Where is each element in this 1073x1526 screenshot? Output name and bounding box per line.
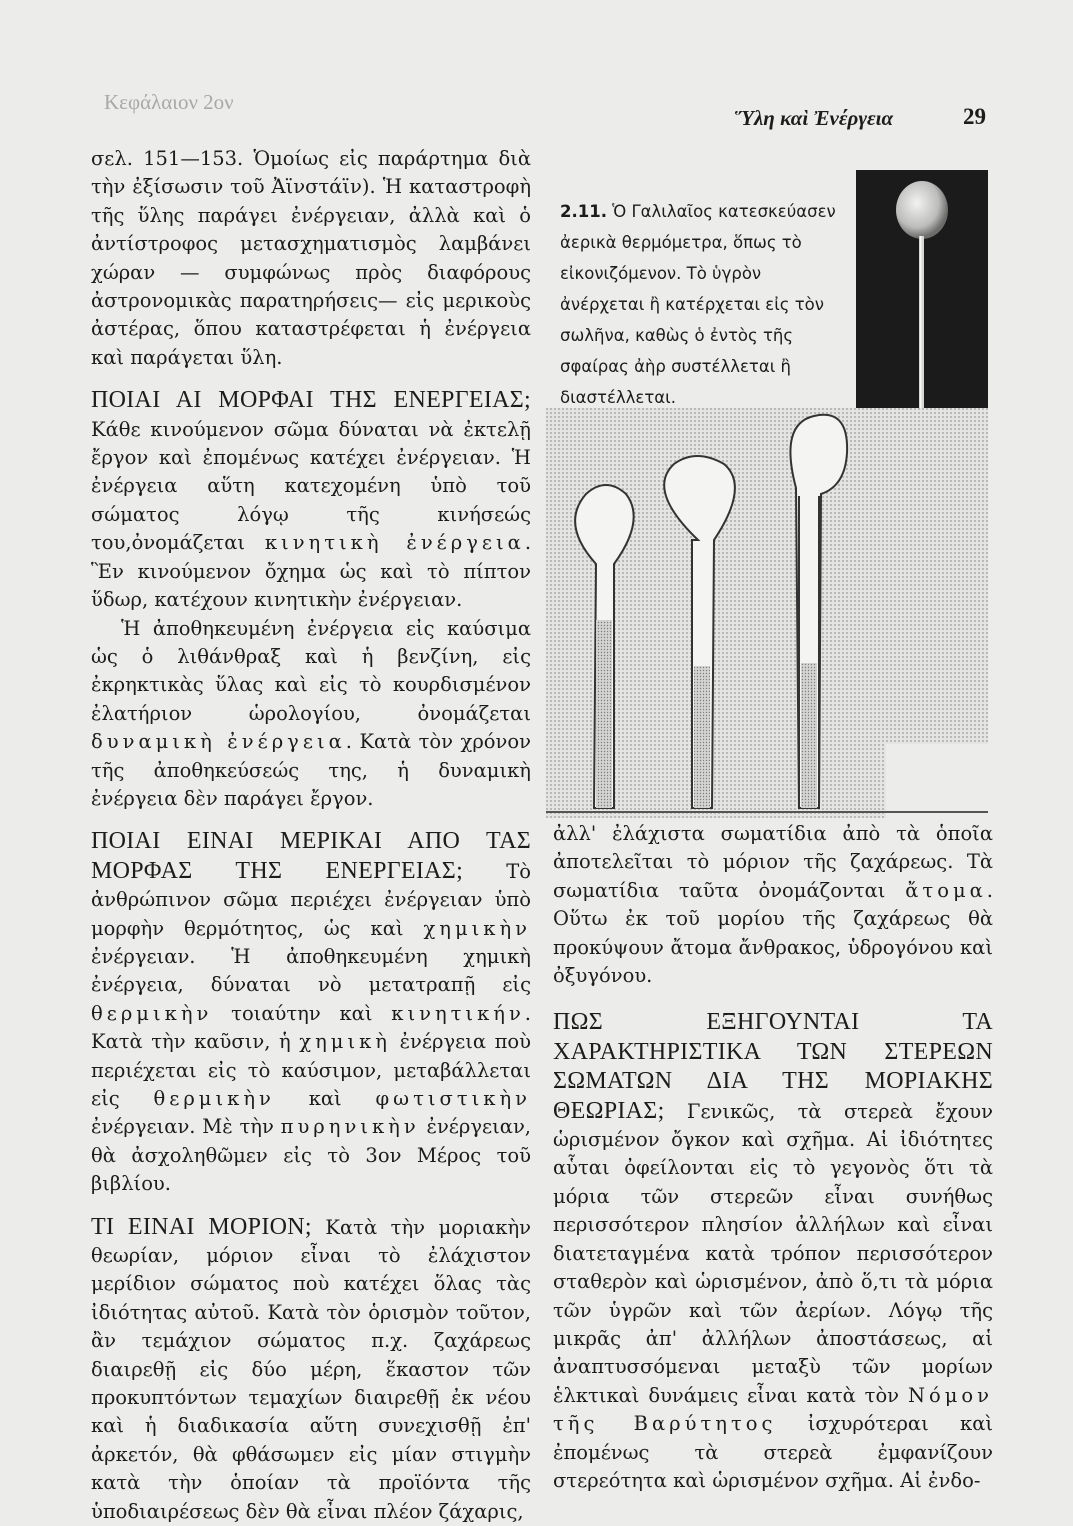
page-number: 29 [963, 104, 986, 129]
section-some-forms [91, 827, 531, 1198]
emphasized-term: χημικὴν [423, 916, 531, 940]
emphasized-term: φωτιστικὴν [375, 1087, 531, 1110]
body-text: ἐνέργειαν, θὰ ἀσχοληθῶμεν εἰς τὸ 3ον Μέρος τοῦ βιβλίου. [91, 1115, 531, 1196]
emphasized-term: πυρηνικὴν [280, 1115, 420, 1139]
body-text: τοιαύτην καὶ [231, 1001, 373, 1025]
section-heading: ΤΙ ΕΙΝΑΙ ΜΟΡΙΟΝ; [91, 1213, 312, 1240]
paragraph-potential-energy [91, 615, 531, 814]
emphasized-term: δυναμικὴ ἐνέργεια [91, 730, 346, 754]
thermometers-drawing-graphic [546, 408, 988, 818]
body-text: Κατὰ τὴν μοριακὴν θεωρίαν, μόριον εἶναι τὸ ἐλάχιστον μερίδιον σώματος ποὺ κατέχει ὅλας τὰς ἰδιότητας αὐτοῦ. Κατὰ τὸν ὁρισμὸν τοῦτον, ἂν τεμάχιον σώματος π.χ. ζαχάρεως διαιρεθῇ εἰς δύο μέρη, ἕκαστον τῶν προκυπτόντων τεμαχίων διαιρεθῇ ἐκ νέου καὶ ἡ διαδικασία αὕτη συνεχισθῇ ἐπ' ἀρκετόν, θὰ φθάσωμεν εἰς μίαν στιγμὴν κατὰ τὴν ὁποίαν τὰ προϊόντα τῆς ὑποδιαιρέσεως δὲν θὰ εἶναι πλέον ζάχαρις, [91, 1215, 531, 1523]
body-text: ἐνέργειαν. Μὲ τὴν [91, 1115, 274, 1139]
body-text: . Κατὰ τὴν καῦσιν, ἡ [91, 1001, 531, 1054]
emphasized-term: θερμικὴν [91, 1001, 213, 1025]
body-text: ἀλλ' ἐλάχιστα σωματίδια ἀπὸ τὰ ὁποῖα ἀποτελεῖται τὸ μόριον τῆς ζαχάρεως. Τὰ σωματίδια ταῦτα ὀνομάζονται [553, 822, 993, 902]
paragraph-intro: σελ. 151—153. Ὁμοίως εἰς παράρτημα διὰ τὴν ἐξίσωσιν τοῦ Ἀϊνστάϊν). Ἡ καταστροφὴ τῆς ὕλης παράγει ἐνέργειαν, ἀλλὰ καὶ ὁ ἀντίστροφος μετασχηματισμὸς λαμβάνει χώραν — συμφώνως πρὸς διαφόρους ἀστρονομικὰς παρατηρήσεις— εἰς μερικοὺς ἀστέρας, ὅπου καταστρέφεται ἡ ἐνέργεια καὶ παράγεται ὕλη. [91, 147, 531, 369]
section-heading: ΠΩΣ ΕΞΗΓΟΥΝΤΑΙ ΤΑ ΧΑΡΑΚΤΗΡΙΣΤΙΚΑ ΤΩΝ ΣΤΕΡΕΩΝ ΣΩΜΑΤΩΝ ΔΙΑ ΤΗΣ ΜΟΡΙΑΚΗΣ ΘΕΩΡΙΑΣ; [553, 1009, 993, 1124]
figure-number: 2.11. [560, 202, 607, 221]
figure-caption [560, 196, 848, 413]
section-molecule [91, 1213, 531, 1526]
body-text: ἐνέργειαν. Ἡ ἀποθηκευμένη χημικὴ ἐνέργεια, δύναται νὸ μετατραπῇ εἰς [91, 944, 531, 997]
emphasized-term: χημικὴ [299, 1030, 391, 1054]
body-text: . Οὕτω ἐκ τοῦ μορίου τῆς ζαχάρεως θὰ προκύψουν ἄτομα ἄνθρακος, ὑδρογόνου καὶ ὀξυγόνου. [553, 878, 993, 988]
section-forms-of-energy [91, 386, 531, 614]
emphasized-term: κινητικήν [391, 1001, 525, 1025]
section-heading: ΠΟΙΑΙ ΑΙ ΜΟΡΦΑΙ ΤΗΣ ΕΝΕΡΓΕΙΑΣ; [91, 387, 531, 414]
emphasized-term: κινητικὴ ἐνέργεια [264, 531, 525, 555]
emphasized-term: Νόμον τῆς Βαρύτητος [553, 1383, 994, 1436]
body-text: καὶ [308, 1087, 342, 1110]
chapter-header: Κεφάλαιον 2ον [104, 90, 234, 114]
body-text: . Κατὰ τὸν χρόνον τῆς ἀποθηκεύσεώς της, ἡ δυναμικὴ ἐνέργεια δὲν παράγει ἔργον. [91, 730, 531, 810]
left-column [91, 145, 531, 1526]
emphasized-term: ἄτομα [905, 878, 987, 902]
section-heading: ΠΟΙΑΙ ΕΙΝΑΙ ΜΕΡΙΚΑΙ ΑΠΟ ΤΑΣ ΜΟΡΦΑΣ ΤΗΣ ΕΝΕΡΓΕΙΑΣ; [91, 828, 531, 884]
section-solids [553, 1008, 993, 1495]
figure-caption-text: Ὁ Γαλιλαῖος κατεσκεύασεν ἀερικὰ θερμόμετρα, ὅπως τὸ εἰκονιζόμενον. Τὸ ὑγρὸν ἀνέρχεται ἢ κατέρχεται εἰς τὸν σωλῆνα, καθὼς ὁ ἐντὸς τῆς σφαίρας ἀὴρ συστέλλεται ἢ διαστέλλεται. [560, 202, 836, 407]
paragraph-atoms [553, 820, 993, 990]
body-text: ἰσχυρότεραι καὶ ἐπομένως τὰ στερεὰ ἐμφανίζουν στερεότητα καὶ ὡρισμένον σχῆμα. Αἱ ἐνδο- [553, 1412, 994, 1492]
emphasized-term: θερμικὴν [153, 1087, 275, 1110]
section-header: Ὕλη καὶ Ἐνέργεια [735, 106, 894, 130]
body-text: Τὸ ἀνθρώπινον σῶμα περιέχει ἐνέργειαν ὑπὸ μορφὴν θερμότητος, ὡς καὶ [91, 859, 531, 940]
body-text: Ἡ ἀποθηκευμένη ἐνέργεια εἰς καύσιμα ὡς ὁ λιθάνθραξ καὶ ἡ βενζίνη, εἰς ἐκρηκτικὰς ὕλας καὶ εἰς τὸ κουρδισμένον ἐλατήριον ὡρολογίου, ὀνομάζεται [91, 616, 531, 725]
body-text: Κάθε κινούμενον σῶμα δύναται νὰ ἐκτελῇ ἔργον καὶ ἐπομένως κατέχει ἐνέργειαν. Ἡ ἐνέργεια αὕτη κατεχομένη ὑπὸ τοῦ σώματος λόγῳ τῆς κινήσεώς του,ὀνομάζεται [91, 417, 531, 555]
body-text: Γενικῶς, τὰ στερεὰ ἔχουν ὡρισμένον ὄγκον καὶ σχῆμα. Αἱ ἰδιότητες αὗται ὀφείλονται εἰς τὸ γεγονὸς ὅτι τὰ μόρια τῶν στερεῶν εἶναι συνήθως περισσότερον πλησίον ἀλλήλων καὶ εἶναι διατεταγμένα κατὰ τρόπον περισσότερον σταθερὸν καὶ ὡρισμένον, ἀπὸ ὅ,τι τὰ μόρια τῶν ὑγρῶν καὶ τῶν ἀερίων. Λόγῳ τῆς μικρᾶς ἀπ' ἀλλήλων ἀποστάσεως, αἱ ἀναπτυσσόμεναι μεταξὺ τῶν μορίων ἑλκτικαὶ δυνάμεις εἶναι κατὰ τὸν [553, 1099, 993, 1407]
body-text: . Ἓν κινούμενον ὄχημα ὡς καὶ τὸ πίπτον ὕδωρ, κατέχουν κινητικὴν ἐνέργειαν. [91, 531, 532, 612]
thermometers-drawing [546, 408, 988, 818]
right-column [553, 820, 993, 1495]
body-text: ἐνέργεια ποὺ περιέχεται εἰς τὸ καύσιμον, μεταβάλλεται εἰς [91, 1030, 532, 1110]
